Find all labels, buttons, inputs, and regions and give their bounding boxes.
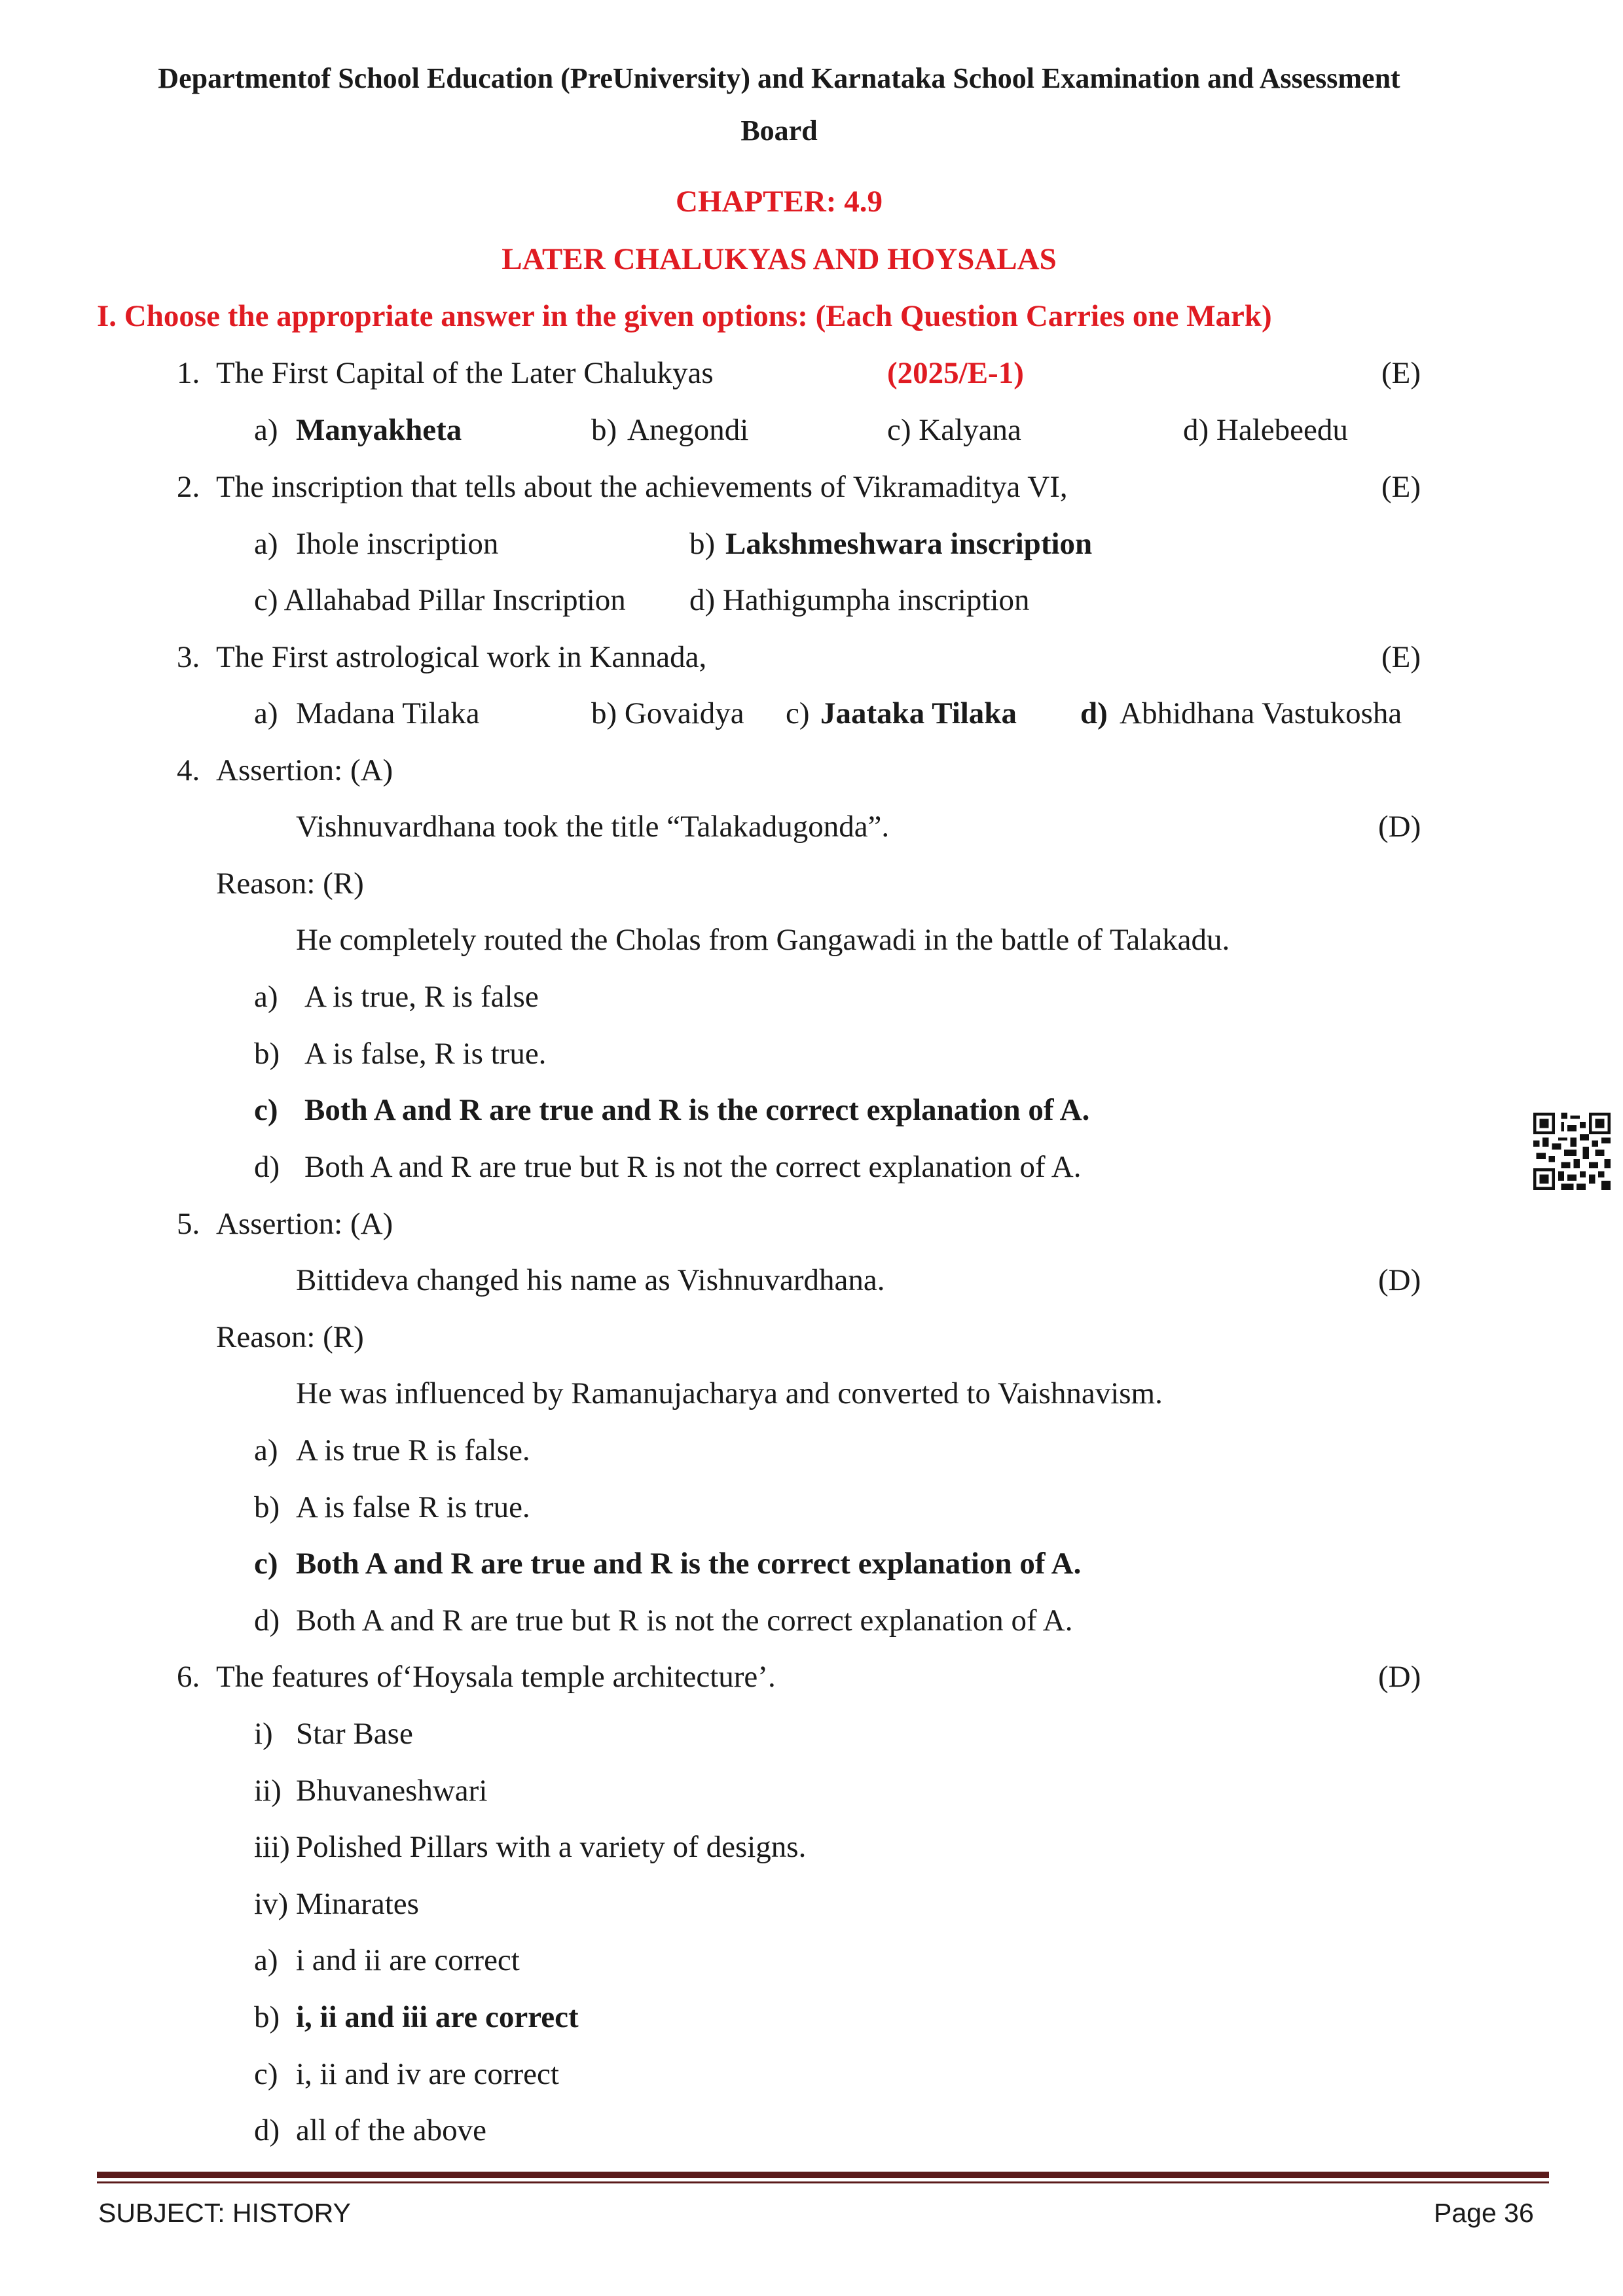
q6-option-text: i, ii and iii are correct bbox=[296, 2000, 579, 2034]
q6-feature-text: Polished Pillars with a variety of designs. bbox=[296, 1830, 807, 1864]
q1-text: The First Capital of the Later Chalukyas bbox=[216, 356, 714, 390]
q6-text: The features of‘Hoysala temple architecture’. bbox=[216, 1660, 776, 1694]
q1-option-b: Anegondi bbox=[627, 413, 749, 447]
q1-year: (2025/E-1) bbox=[887, 356, 1024, 390]
footer-subject: SUBJECT: HISTORY bbox=[98, 2198, 351, 2228]
q5-option-label: a) bbox=[254, 1433, 278, 1467]
q4-option-label: c) bbox=[254, 1093, 278, 1127]
q3-option-c: Jaataka Tilaka bbox=[820, 696, 1017, 730]
q3-text: The First astrological work in Kannada, bbox=[216, 640, 707, 674]
q5-option-label: d) bbox=[254, 1604, 280, 1638]
q4-number: 4. bbox=[177, 753, 200, 787]
q3-option-b: b) Govaidya bbox=[591, 696, 744, 730]
q1-option-d: d) Halebeedu bbox=[1183, 413, 1348, 447]
q2-text: The inscription that tells about the achievements of Vikramaditya VI, bbox=[216, 470, 1068, 504]
q5-number: 5. bbox=[177, 1207, 200, 1241]
q6-feature-label: iv) bbox=[254, 1887, 289, 1921]
q5-option-label: c) bbox=[254, 1547, 278, 1581]
q2-option-a: Ihole inscription bbox=[296, 527, 499, 561]
q4-option-label: b) bbox=[254, 1037, 280, 1071]
q3-option-d: Abhidhana Vastukosha bbox=[1120, 696, 1402, 730]
q5-option-text: Both A and R are true but R is not the correct explanation of A. bbox=[296, 1604, 1073, 1638]
q1-option-a: Manyakheta bbox=[296, 413, 462, 447]
q2-option-d: d) Hathigumpha inscription bbox=[689, 583, 1030, 617]
q6-option-label: d) bbox=[254, 2113, 280, 2147]
q3-option-d-label: d) bbox=[1080, 696, 1108, 730]
chapter-number: CHAPTER: 4.9 bbox=[676, 185, 883, 219]
q2-option-b: Lakshmeshwara inscription bbox=[725, 527, 1093, 561]
q2-option-b-label: b) bbox=[689, 527, 716, 561]
q6-feature-label: ii) bbox=[254, 1774, 282, 1808]
q4-assertion: Vishnuvardhana took the title “Talakadugonda”. bbox=[296, 810, 890, 844]
q2-option-c: c) Allahabad Pillar Inscription bbox=[254, 583, 626, 617]
q5-option-text: Both A and R are true and R is the correct explanation of A. bbox=[296, 1547, 1082, 1581]
q2-option-a-label: a) bbox=[254, 527, 278, 561]
q4-option-text: Both A and R are true and R is the correct explanation of A. bbox=[304, 1093, 1090, 1127]
footer-rule bbox=[97, 2172, 1549, 2178]
q6-number: 6. bbox=[177, 1660, 200, 1694]
q5-option-text: A is true R is false. bbox=[296, 1433, 530, 1467]
q4-option-label: d) bbox=[254, 1150, 280, 1184]
q4-reason: He completely routed the Cholas from Gangawadi in the battle of Talakadu. bbox=[296, 923, 1230, 957]
q6-option-text: i, ii and iv are correct bbox=[296, 2057, 559, 2091]
q2-level: (E) bbox=[1381, 470, 1421, 504]
q5-assertion-label: Assertion: (A) bbox=[216, 1207, 393, 1241]
header-line-1: Departmentof School Education (PreUniversity) and Karnataka School Examination and Assessment bbox=[158, 62, 1400, 94]
q6-feature-label: iii) bbox=[254, 1830, 290, 1864]
footer-rule-thin bbox=[97, 2181, 1549, 2183]
q2-number: 2. bbox=[177, 470, 200, 504]
q6-option-label: b) bbox=[254, 2000, 280, 2034]
q6-feature-text: Bhuvaneshwari bbox=[296, 1774, 488, 1808]
q1-option-c: c) Kalyana bbox=[887, 413, 1021, 447]
q6-option-text: i and ii are correct bbox=[296, 1943, 520, 1977]
q5-option-label: b) bbox=[254, 1490, 280, 1524]
q4-reason-label: Reason: (R) bbox=[216, 867, 364, 901]
q6-option-label: c) bbox=[254, 2057, 278, 2091]
q5-level: (D) bbox=[1378, 1263, 1421, 1297]
q3-level: (E) bbox=[1381, 640, 1421, 674]
q3-option-a: Madana Tilaka bbox=[296, 696, 480, 730]
q3-option-a-label: a) bbox=[254, 696, 278, 730]
q5-option-text: A is false R is true. bbox=[296, 1490, 530, 1524]
q4-option-text: Both A and R are true but R is not the correct explanation of A. bbox=[304, 1150, 1082, 1184]
q5-assertion: Bittideva changed his name as Vishnuvardhana. bbox=[296, 1263, 885, 1297]
q6-option-label: a) bbox=[254, 1943, 278, 1977]
q1-option-b-label: b) bbox=[591, 413, 617, 447]
q1-level: (E) bbox=[1381, 356, 1421, 390]
q3-number: 3. bbox=[177, 640, 200, 674]
q4-level: (D) bbox=[1378, 810, 1421, 844]
header-line-2: Board bbox=[740, 115, 818, 147]
q1-number: 1. bbox=[177, 356, 200, 390]
q4-option-text: A is true, R is false bbox=[304, 980, 539, 1014]
q6-option-text: all of the above bbox=[296, 2113, 487, 2147]
chapter-title: LATER CHALUKYAS AND HOYSALAS bbox=[501, 242, 1057, 276]
footer-page-number: Page 36 bbox=[1434, 2198, 1534, 2228]
q5-reason-label: Reason: (R) bbox=[216, 1320, 364, 1354]
q3-option-c-label: c) bbox=[786, 696, 810, 730]
q4-assertion-label: Assertion: (A) bbox=[216, 753, 393, 787]
q4-option-label: a) bbox=[254, 980, 278, 1014]
q6-level: (D) bbox=[1378, 1660, 1421, 1694]
q4-option-text: A is false, R is true. bbox=[304, 1037, 547, 1071]
q6-feature-label: i) bbox=[254, 1717, 273, 1751]
q6-feature-text: Star Base bbox=[296, 1717, 413, 1751]
section-title: I. Choose the appropriate answer in the given options: (Each Question Carries one Mark) bbox=[97, 299, 1272, 333]
q1-option-a-label: a) bbox=[254, 413, 278, 447]
q5-reason: He was influenced by Ramanujacharya and converted to Vaishnavism. bbox=[296, 1376, 1163, 1410]
qr-code-icon bbox=[1533, 1113, 1611, 1190]
q6-feature-text: Minarates bbox=[296, 1887, 419, 1921]
